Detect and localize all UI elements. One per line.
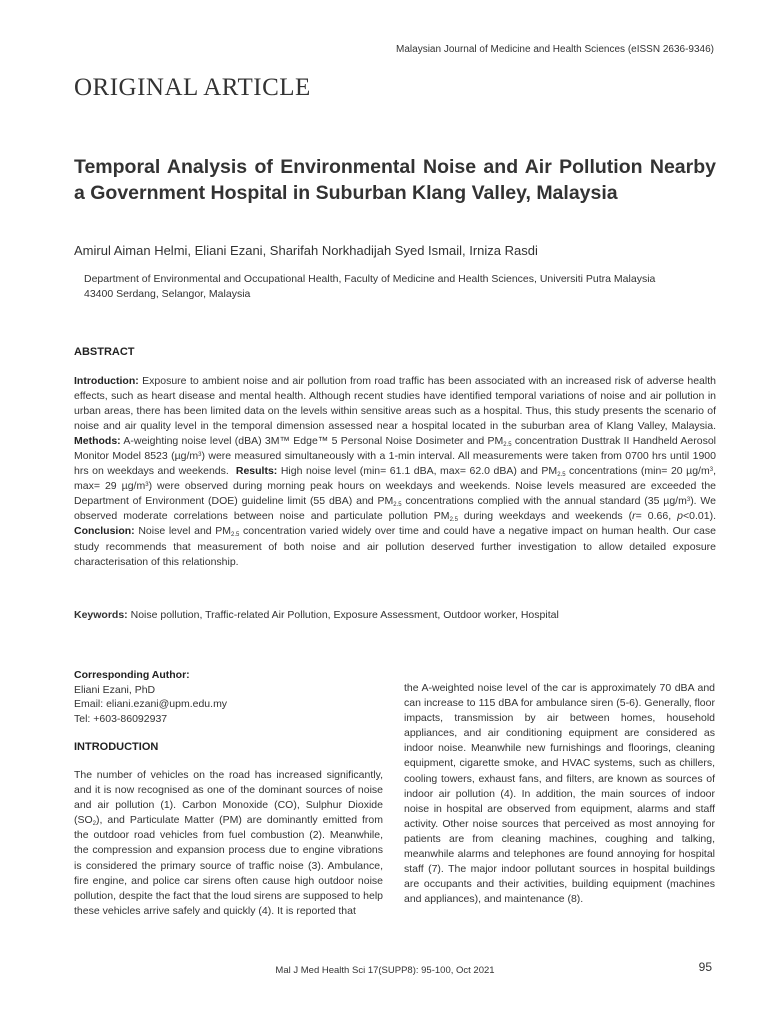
abstract-body xyxy=(74,374,716,570)
results-text: concentrations complied with the annual standard (35 µg/m xyxy=(401,495,687,508)
results-text: <0.01). xyxy=(683,510,716,523)
unit-superscript: 3 xyxy=(198,452,202,459)
conclusion-text: Noise level and PM xyxy=(134,525,232,538)
intro-paragraph: The number of vehicles on the road has increased significantly, and it is now recognised as one of the dominant sources of noise and air pollution (1). Carbon Monoxide (CO), Sulphur Dioxide (SO xyxy=(74,769,383,827)
pm-subscript: 2.5 xyxy=(449,517,458,524)
methods-label: Methods: xyxy=(74,435,121,448)
keywords-label: Keywords: xyxy=(74,609,128,621)
results-text: High noise level (min= 61.1 dBA, max= 62.0 dBA) and PM xyxy=(277,465,558,478)
results-text: , max= 29 µg/m xyxy=(74,465,716,493)
corresponding-email[interactable]: Email: eliani.ezani@upm.edu.my xyxy=(74,698,228,710)
author-list: Amirul Aiman Helmi, Eliani Ezani, Sharifah Norkhadijah Syed Ismail, Irniza Rasdi xyxy=(74,243,538,258)
unit-superscript: 3 xyxy=(145,482,149,489)
article-title: Temporal Analysis of Environmental Noise and Air Pollution Nearby a Government Hospital in Suburban Klang Valley, Malaysia xyxy=(74,156,716,204)
intro-label: Introduction: xyxy=(74,375,139,387)
page-footer: Mal J Med Health Sci 17(SUPP8): 95-100, Oct 2021 xyxy=(275,965,495,976)
section-label: ORIGINAL ARTICLE xyxy=(74,74,311,101)
results-text: = 0.66, xyxy=(635,510,678,523)
pm-subscript: 2.5 xyxy=(231,532,240,539)
introduction-heading: INTRODUCTION xyxy=(74,741,159,753)
affiliation-line-2: 43400 Serdang, Selangor, Malaysia xyxy=(84,288,251,300)
results-text: during weekdays and weekends ( xyxy=(457,510,633,523)
conclusion-label: Conclusion: xyxy=(74,525,135,538)
corresponding-label: Corresponding Author: xyxy=(74,669,190,681)
page-number: 95 xyxy=(698,960,712,974)
r-symbol: r xyxy=(632,510,636,523)
results-label: Results: xyxy=(235,465,278,478)
unit-superscript: 3 xyxy=(686,497,691,504)
corresponding-tel: Tel: +603-86092937 xyxy=(74,712,168,725)
p-symbol: p xyxy=(677,510,684,523)
intro-paragraph: ), and Particulate Matter (PM) are dominantly emitted from the outdoor road vehicles from fuel combustion (2). Meanwhile, the compression and expansion process due to engine vibrations is considered the primary source of traffic noise (3). Ambulance, fire engine, and police car sirens often cause high outdoor noise pollution, despite the fact that the loud sirens are supposed to help these vehicles arrive safely and quickly (4). It is reported that xyxy=(74,814,383,917)
so2-subscript: 2 xyxy=(92,821,97,828)
corresponding-author xyxy=(74,668,394,726)
journal-header: Malaysian Journal of Medicine and Health Sciences (eISSN 2636-9346) xyxy=(396,44,714,55)
methods-text: concentration Dusttrak II Handheld Aerosol Monitor Model 8523 (µg/m xyxy=(74,435,716,463)
pm-subscript: 2.5 xyxy=(503,442,512,449)
introduction-column-1 xyxy=(74,768,383,919)
keywords xyxy=(74,609,716,621)
pm-subscript: 2.5 xyxy=(393,502,402,509)
conclusion-text: concentration varied widely over time and could have a negative impact on human health. Our case study recommends that measurement of both noise and air pollution deserved further investigation to allow detailed exposure characterisation of this relationship. xyxy=(74,525,716,568)
methods-text: ) were measured simultaneously with a 1-min interval. All measurements were taken from 0700 hrs until 1900 hrs on weekdays and weekends. xyxy=(74,450,716,478)
abstract-heading: ABSTRACT xyxy=(74,346,135,358)
pm-subscript: 2.5 xyxy=(557,472,566,479)
results-text: ). We observed moderate correlations between noise and particulate pollution PM xyxy=(74,495,716,523)
unit-superscript: 3 xyxy=(709,467,714,474)
affiliation xyxy=(84,272,724,302)
keywords-text: Noise pollution, Traffic-related Air Pollution, Exposure Assessment, Outdoor worker, Hospital xyxy=(127,609,559,621)
introduction-column-2: the A-weighted noise level of the car is approximately 70 dBA and can increase to 115 dBA for ambulance siren (5-6). Generally, floor impacts, transmission by air between homes, household appliances, and air conditioning equipment are considered as indoor noise. Meanwhile new furnishings and floorings, cleaning equipment, cigarette smoke, and HVAC systems, such as chillers, cooling towers, exhaust fans, and filters, are known as sources of indoor air pollution (4). In addition, the main sources of indoor noise in hospital are observed from equipment, alarms and staff activity. Other noise sources that perceived as most annoying for patients are from cleaning machines, coughing and talking, meanwhile alarms and telephones are found annoying for hospital staff (7). The major indoor pollutant sources in hospital buildings are occupants and their activities, building equipment (machines and appliances), and maintenance (8). xyxy=(404,682,715,906)
intro-text: Exposure to ambient noise and air pollution from road traffic has been associated with an increased risk of adverse health effects, such as heart disease and mental health. Although recent studies have identified temporal variations of noise and air pollution in urban areas, there has been limited data on the levels within sensitive areas such as a hospital. Thus, this study presents the scenario of noise and air quality level in the temporal dimension assessed near a hospital located in the suburban area of Klang Valley, Malaysia. xyxy=(74,375,716,433)
results-text: ) were observed during morning peak hours on weekdays and weekends. Noise levels measured are exceeded the Department of Environment (DOE) guideline limit (55 dBA) and PM xyxy=(74,480,716,508)
affiliation-line-1: Department of Environmental and Occupational Health, Faculty of Medicine and Health Sciences, Universiti Putra Malaysia xyxy=(84,273,656,285)
corresponding-name: Eliani Ezani, PhD xyxy=(74,683,156,696)
results-text: concentrations (min= 20 µg/m xyxy=(565,465,710,478)
methods-text: A-weighting noise level (dBA) 3M™ Edge™ 5 Personal Noise Dosimeter and PM xyxy=(120,435,504,448)
